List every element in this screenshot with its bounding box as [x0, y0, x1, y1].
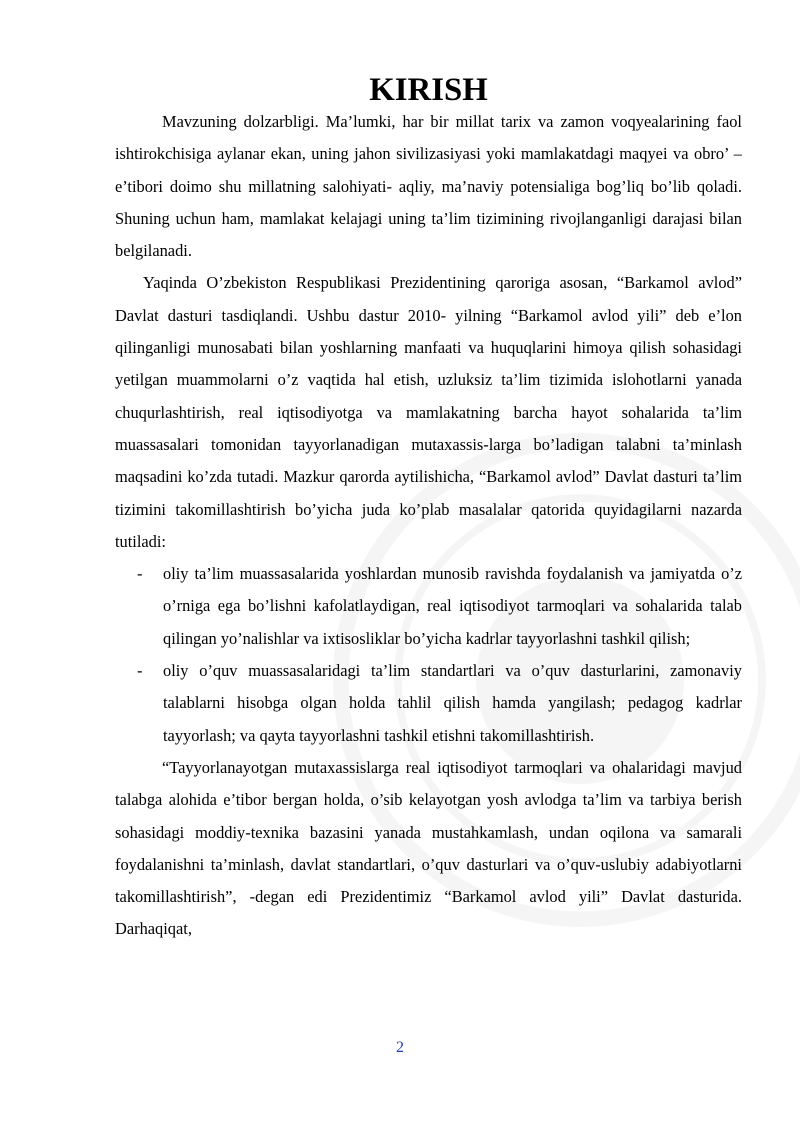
list-dash-marker: -: [137, 661, 143, 681]
list-dash-marker: -: [137, 564, 143, 584]
list-item-text: oliy o’quv muassasalaridagi ta’lim standartlari va o’quv dasturlarini, zamonaviy talablarni hisobga olgan holda tahlil qilish hamda yangilash; pedagog kadrlar tayyorlash; va qayta tayyorlashni tashkil etishni takomillashtirish.: [163, 661, 742, 745]
intro-paragraph: Mavzuning dolzarbligi. Ma’lumki, har bir millat tarix va zamon voqyealarining faol ishtirokchisiga aylanar ekan, uning jahon sivilizasiyasi yoki mamlakatdagi maqyei va obro’ – e’tibori doimo shu millatning salohiyati- aqliy, ma’naviy potensialiga bog’liq bo’lib qoladi. Shuning uchun ham, mamlakat kelajagi uning ta’lim tizimining rivojlanganligi darajasi bilan belgilanadi.: [115, 112, 742, 261]
list-item-text: oliy ta’lim muassasalarida yoshlardan munosib ravishda foydalanish va jamiyatda o’z o’rniga ega bo’lishni kafolatlaydigan, real iqtisodiyot tarmoqlari va sohalarida talab qilingan yo’nalishlar va ixtisosliklar bo’yicha kadrlar tayyorlashni tashkil qilish;: [163, 564, 742, 648]
quote-paragraph: “Tayyorlanayotgan mutaxassislarga real iqtisodiyot tarmoqlari va ohalaridagi mavjud talabga alohida e’tibor bergan holda, o’sib kelayotgan yosh avlodga ta’lim va tarbiya berish sohasidagi moddiy-texnika bazasini yanada mustahkamlash, undan oqilona va samarali foydalanishni ta’minlash, davlat standartlari, o’quv dasturlari va o’quv-uslubiy adabiyotlarni takomillashtirish”, -degan edi Prezidentimiz “Barkamol avlod yili” Davlat dasturida. Darhaqiqat,: [115, 757, 742, 939]
tasks-list: [115, 558, 742, 752]
list-item: [115, 558, 742, 655]
document-heading: KIRISH: [369, 72, 488, 108]
page-number: 2: [396, 1039, 404, 1056]
list-item: [115, 655, 742, 752]
decree-paragraph: Yaqinda O’zbekiston Respublikasi Prezidentining qaroriga asosan, “Barkamol avlod” Davlat dasturi tasdiqlandi. Ushbu dastur 2010- yilning “Barkamol avlod yili” deb e’lon qilinganligi munosabati bilan yoshlarning manfaati va huquqlarini himoya qilish sohasidagi yetilgan muammolarni o’z vaqtida hal etish, uzluksiz ta’lim tizimida islohotlarni yanada chuqurlashtirish, real iqtisodiyotga va mamlakatning barcha hayot sohalarida ta’lim muassasalari tomonidan tayyorlanadigan mutaxassis-larga bo’ladigan talabni ta’minlash maqsadini ko’zda tutadi. Mazkur qarorda aytilishicha, “Barkamol avlod” Davlat dasturi ta’lim tizimini takomillashtirish bo’yicha juda ko’plab masalalar qatorida quyidagilarni nazarda tutiladi:: [115, 273, 742, 551]
document-page: [115, 74, 742, 946]
